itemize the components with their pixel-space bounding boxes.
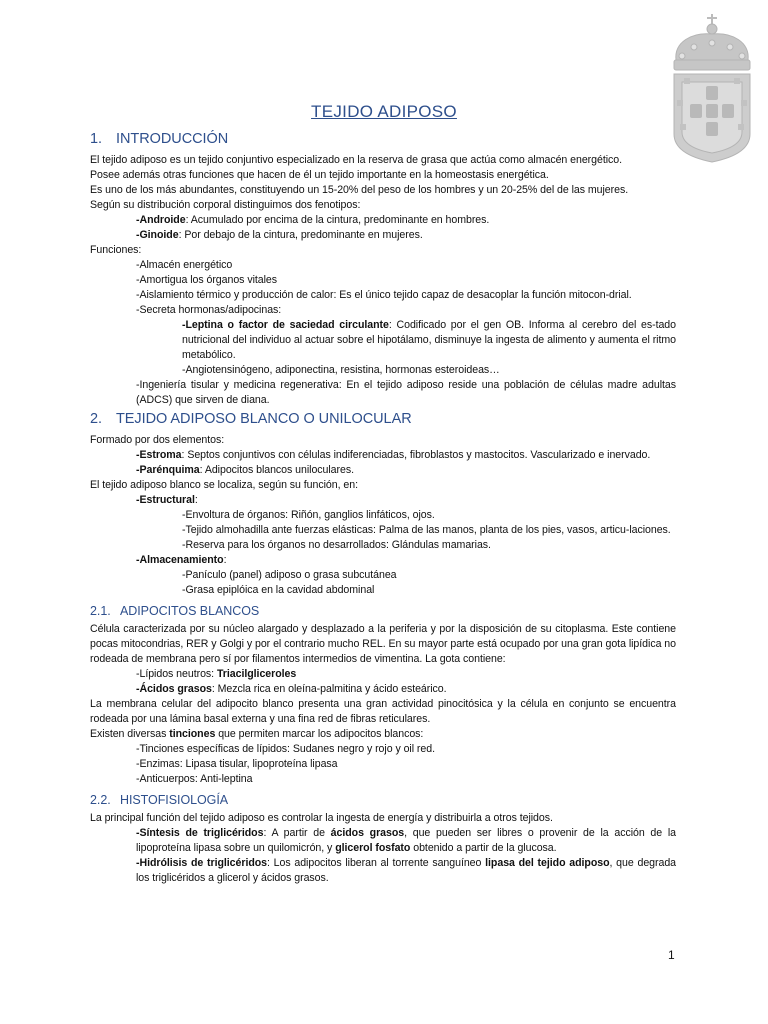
section-heading-histofisiologia: 2.2. HISTOFISIOLOGÍA: [90, 793, 229, 807]
paragraph: La principal función del tejido adiposo es controlar la ingesta de energía y distribuirla a otros tejidos.: [90, 812, 553, 824]
paragraph: Es uno de los más abundantes, constituyendo un 15-20% del peso de los hombres y un 20-25% del de las mujeres.: [90, 184, 629, 196]
list-item: -Panículo (panel) adiposo o grasa subcutánea: [182, 569, 397, 581]
paragraph: Según su distribución corporal distinguimos dos fenotipos:: [90, 199, 361, 211]
list-item: -Estructural:: [136, 494, 198, 506]
list-item: -Almacenamiento:: [136, 554, 227, 566]
list-item: -Angiotensinógeno, adiponectina, resistina, hormonas esteroideas…: [182, 364, 500, 376]
paragraph: El tejido adiposo blanco se localiza, según su función, en:: [90, 479, 358, 491]
list-item: -Leptina o factor de saciedad circulante: Codificado por el gen OB. Informa al cerebro del es-tado nutricional del individuo al actuar sobre el hipotálamo, disminuye la ingesta de alimento y aumenta el ritmo metabólico.: [182, 319, 676, 361]
coat-of-arms-crest-icon: [668, 12, 756, 164]
section-heading-adipocitos-blancos: 2.1. ADIPOCITOS BLANCOS: [90, 604, 260, 618]
paragraph: Célula caracterizada por su núcleo alargado y desplazado a la periferia y por la disposición de su citoplasma. Este contiene pocas mitocondrias, RER y Golgi y por el contrario mucho REL. En su mayor parte está ocupado por una gran gota lipídica no rodeada de membrana pero sí por filamentos intermedios de vimentina. La gota contiene:: [90, 623, 676, 665]
section-heading-introduccion: 1. INTRODUCCIÓN: [90, 131, 229, 147]
list-item: -Tejido almohadilla ante fuerzas elásticas: Palma de las manos, planta de los pies, vasos, articu-laciones.: [182, 524, 671, 536]
section-heading-tejido-blanco: 2. TEJIDO ADIPOSO BLANCO O UNILOCULAR: [90, 411, 412, 427]
list-item: -Estroma: Septos conjuntivos con células indiferenciadas, fibroblastos y mastocitos. Vascularizado e inervado.: [136, 449, 651, 461]
list-item: -Envoltura de órganos: Riñón, ganglios linfáticos, ojos.: [182, 509, 435, 521]
list-item: -Androide: Acumulado por encima de la cintura, predominante en hombres.: [136, 214, 490, 226]
list-item: -Ginoide: Por debajo de la cintura, predominante en mujeres.: [136, 229, 423, 241]
document-title: TEJIDO ADIPOSO: [311, 102, 457, 121]
list-item: -Anticuerpos: Anti-leptina: [136, 773, 253, 785]
list-item: -Grasa epiplóica en la cavidad abdominal: [182, 584, 375, 596]
list-item: -Parénquima: Adipocitos blancos uniloculares.: [136, 464, 354, 476]
paragraph: El tejido adiposo es un tejido conjuntivo especializado en la reserva de grasa que actúa como almacén energético.: [90, 154, 623, 166]
page-number: 1: [668, 948, 675, 962]
list-item: -Reserva para los órganos no desarrollados: Glándulas mamarias.: [182, 539, 491, 551]
paragraph: Funciones:: [90, 244, 142, 256]
list-item: -Almacén energético: [136, 259, 233, 271]
paragraph: La membrana celular del adipocito blanco presenta una gran actividad pinocitósica y la célula en conjunto se encuentra rodeada por una lámina basal externa y una fina red de fibras reticulares.: [90, 698, 676, 725]
list-item: -Aislamiento térmico y producción de calor: Es el único tejido capaz de desacoplar la función mitocon-drial.: [136, 289, 632, 301]
document-body: [90, 128, 676, 886]
list-item: -Hidrólisis de triglicéridos: Los adipocitos liberan al torrente sanguíneo lipasa del tejido adiposo, que degrada los triglicéridos a glicerol y ácidos grasos.: [136, 857, 677, 884]
list-item: -Amortigua los órganos vitales: [136, 274, 277, 286]
list-item: -Tinciones específicas de lípidos: Sudanes negro y rojo y oil red.: [136, 743, 435, 755]
list-item: -Secreta hormonas/adipocinas:: [136, 304, 282, 316]
list-item: -Ingeniería tisular y medicina regenerativa: En el tejido adiposo reside una población de células madre adultas (ADCS) que sirven de diana.: [136, 379, 676, 406]
paragraph: Posee además otras funciones que hacen de él un tejido importante en la homeostasis energética.: [90, 169, 549, 181]
paragraph: Existen diversas tinciones que permiten marcar los adipocitos blancos:: [90, 728, 424, 740]
list-item: -Lípidos neutros: Triacilgliceroles: [136, 668, 297, 680]
list-item: -Síntesis de triglicéridos: A partir de ácidos grasos, que pueden ser libres o provenir de la acción de la lipoproteína lipasa sobre un quilomicrón, y glicerol fosfato obtenido a partir de la glucosa.: [136, 827, 676, 854]
paragraph: Formado por dos elementos:: [90, 434, 225, 446]
list-item: -Enzimas: Lipasa tisular, lipoproteína lipasa: [136, 758, 338, 770]
list-item: -Ácidos grasos: Mezcla rica en oleína-palmitina y ácido esteárico.: [136, 683, 447, 695]
